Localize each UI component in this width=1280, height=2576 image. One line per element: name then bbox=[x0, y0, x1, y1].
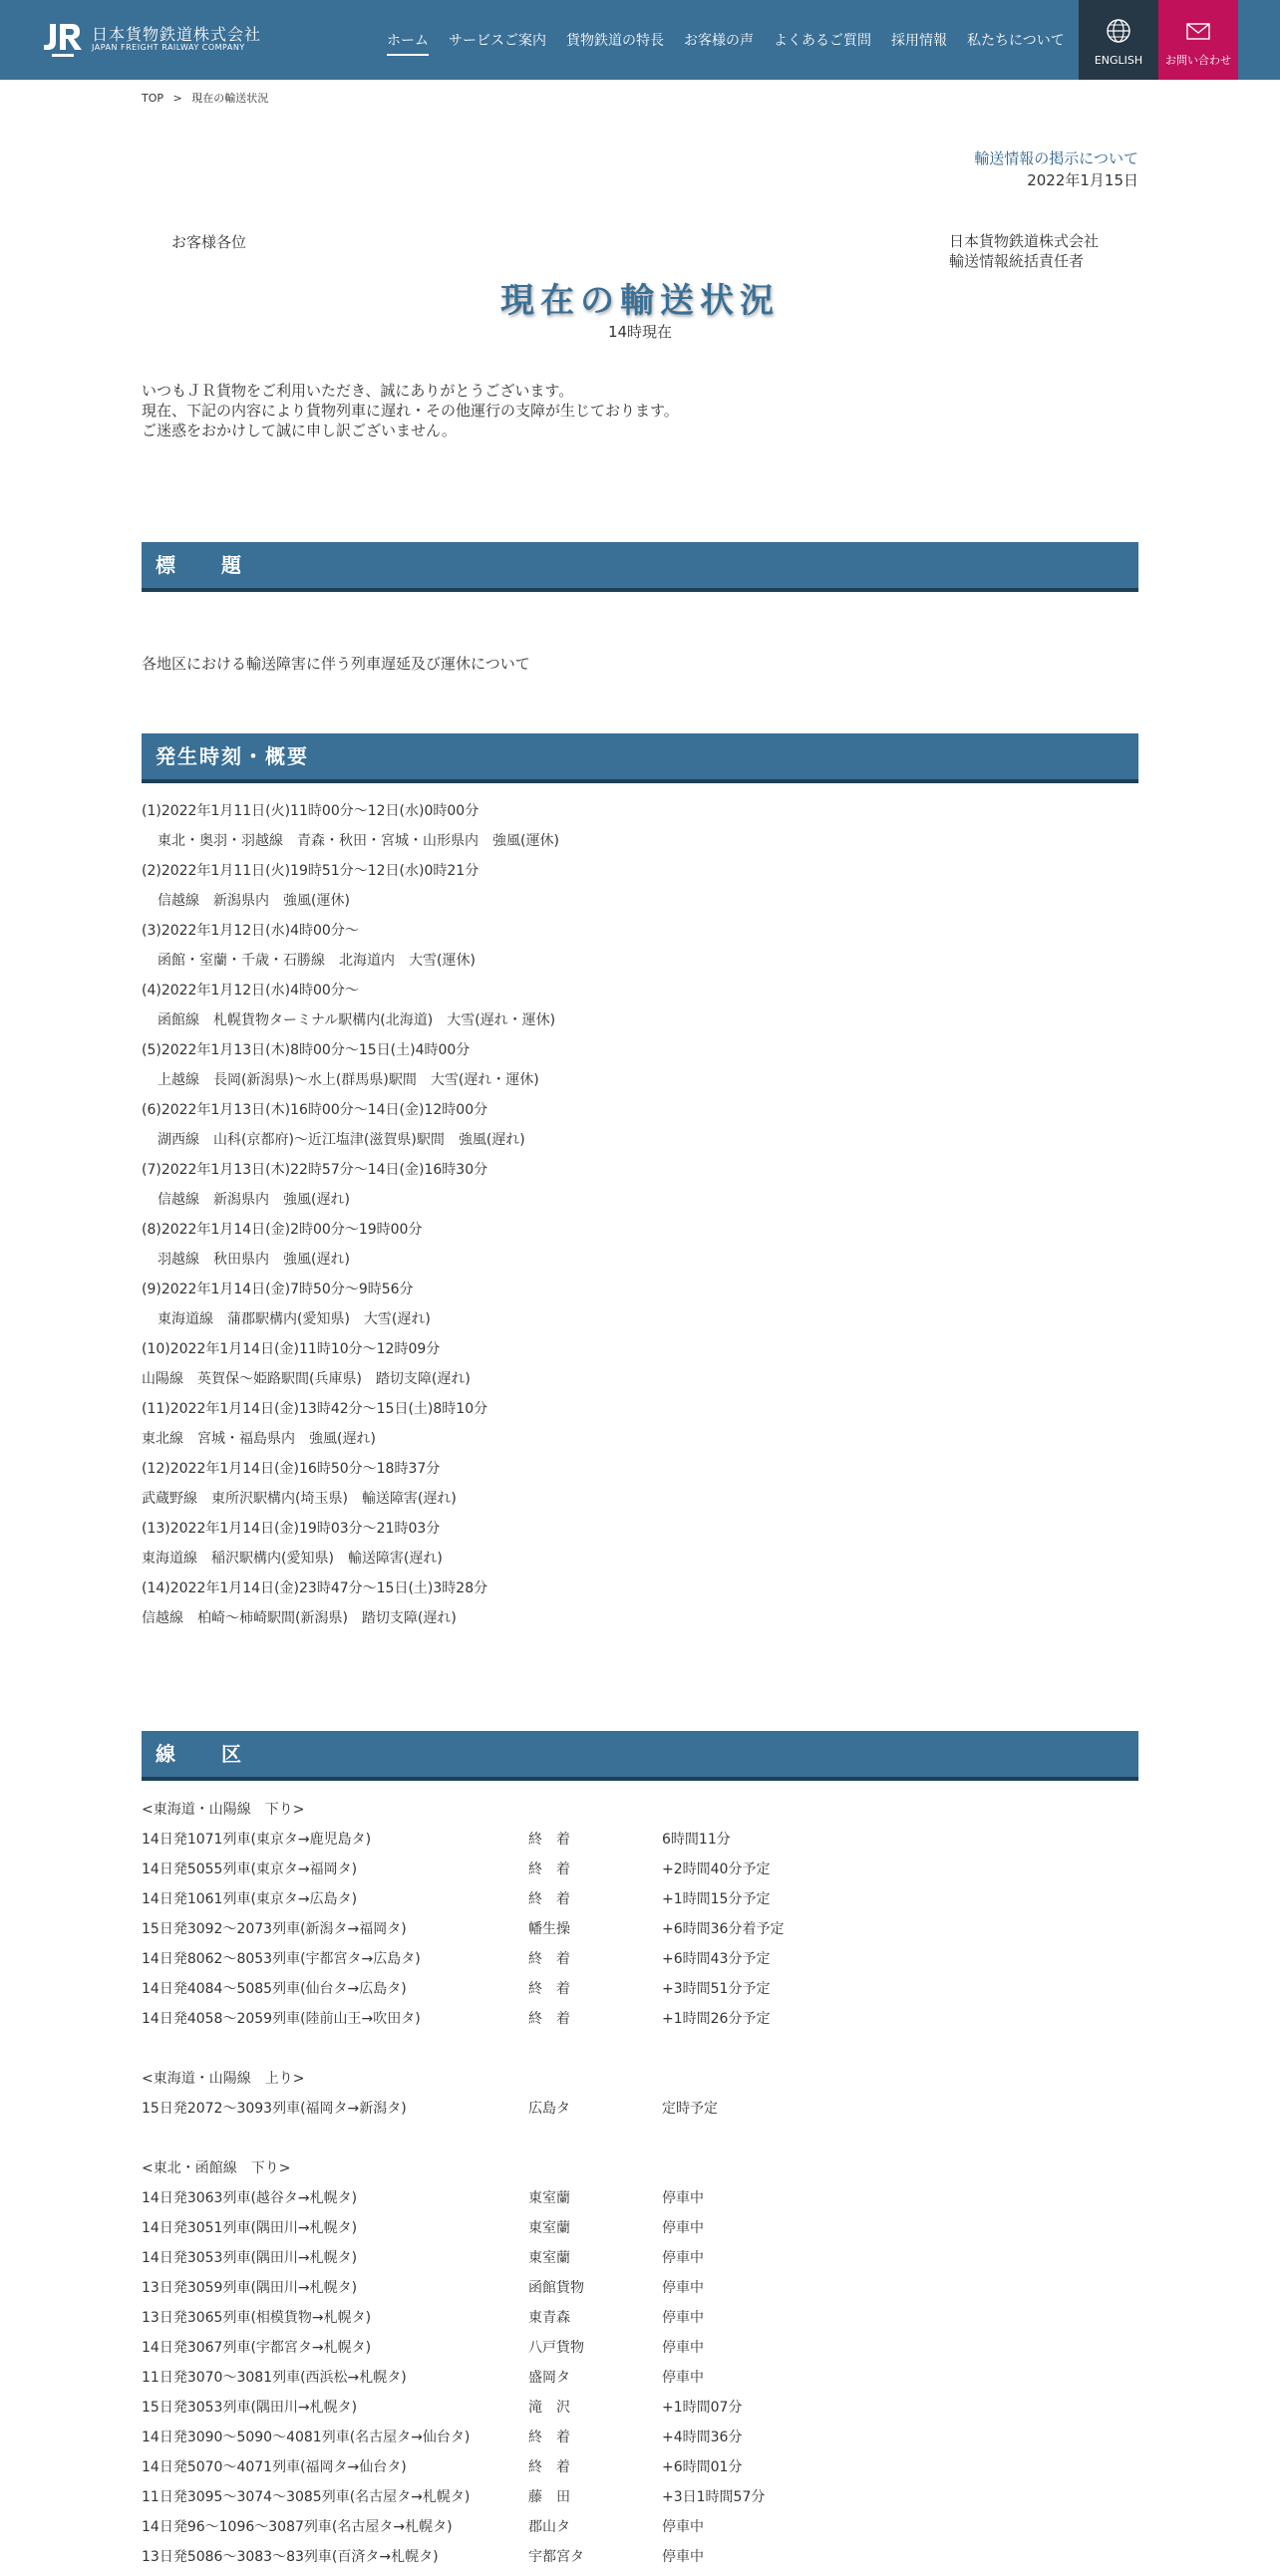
train-location: 終 着 bbox=[528, 1891, 570, 1907]
occurrence-detail: 函館・室蘭・千歳・石勝線 北海道内 大雪(運休) bbox=[158, 953, 476, 969]
company-logo[interactable] bbox=[40, 20, 262, 60]
occurrence-detail: 東海道線 蒲郡駅構内(愛知県) 大雪(遅れ) bbox=[158, 1311, 431, 1327]
occurrence-detail: 東北・奥羽・羽越線 青森・秋田・宮城・山形県内 強風(運休) bbox=[158, 833, 559, 849]
train-row bbox=[142, 1829, 1138, 1859]
train-row bbox=[142, 1888, 1138, 1918]
train-name: 14日発3067列車(宇都宮タ→札幌タ) bbox=[142, 2340, 372, 2356]
train-row bbox=[142, 2456, 1138, 2486]
train-location: 広島タ bbox=[528, 2101, 570, 2117]
train-status: 停車中 bbox=[662, 2549, 704, 2565]
train-name: 11日発3070～3081列車(西浜松→札幌タ) bbox=[142, 2370, 407, 2386]
train-status: +1時間15分予定 bbox=[662, 1891, 771, 1907]
train-location: 盛岡タ bbox=[528, 2370, 570, 2386]
occurrence-detail: 信越線 新潟県内 強風(遅れ) bbox=[158, 1192, 350, 1208]
group-spacer bbox=[142, 2128, 1138, 2157]
sender-role: 輸送情報統括責任者 bbox=[949, 252, 1085, 270]
contact-label: お問い合わせ bbox=[1165, 54, 1231, 67]
logo-english-text: JAPAN FREIGHT RAILWAY COMPANY bbox=[92, 43, 245, 52]
train-name: 11日発3095～3074～3085列車(名古屋タ→札幌タ) bbox=[142, 2489, 471, 2505]
breadcrumb-top-link[interactable]: TOP bbox=[142, 92, 164, 105]
train-location: 東室蘭 bbox=[528, 2190, 570, 2206]
train-row bbox=[142, 2427, 1138, 2456]
train-name: 14日発5070～4071列車(福岡タ→仙台タ) bbox=[142, 2459, 407, 2475]
train-row bbox=[142, 1918, 1138, 1948]
train-name: 15日発2072～3093列車(福岡タ→新潟タ) bbox=[142, 2101, 407, 2117]
sender-block bbox=[949, 231, 1099, 271]
nav-features[interactable]: 貨物鉄道の特長 bbox=[566, 33, 664, 49]
nav-home[interactable]: ホーム bbox=[387, 24, 429, 56]
train-location: 八戸貨物 bbox=[528, 2340, 584, 2356]
train-row bbox=[142, 2008, 1138, 2038]
nav-services[interactable]: サービスご案内 bbox=[449, 33, 546, 49]
page-title: 現在の輸送状況 bbox=[500, 281, 780, 321]
occurrence-detail: 羽越線 秋田県内 強風(遅れ) bbox=[158, 1252, 350, 1268]
train-name: 15日発3092～2073列車(新潟タ→福岡タ) bbox=[142, 1921, 407, 1937]
train-name: 14日発96～1096～3087列車(名古屋タ→札幌タ) bbox=[142, 2519, 453, 2535]
train-row bbox=[142, 2397, 1138, 2427]
line-group-title: <東海道・山陽線 上り> bbox=[142, 2071, 305, 2087]
train-status: +6時間01分 bbox=[662, 2459, 743, 2475]
train-name: 14日発4084～5085列車(仙台タ→広島タ) bbox=[142, 1981, 407, 1997]
english-button[interactable] bbox=[1079, 0, 1158, 80]
occurrence-time: (6)2022年1月13日(木)16時00分～14日(金)12時00分 bbox=[142, 1102, 488, 1118]
occurrence-time: (12)2022年1月14日(金)16時50分～18時37分 bbox=[142, 1461, 441, 1477]
occurrence-time: (7)2022年1月13日(木)22時57分～14日(金)16時30分 bbox=[142, 1162, 488, 1178]
train-name: 14日発3063列車(越谷タ→札幌タ) bbox=[142, 2190, 358, 2206]
train-name: 14日発5055列車(東京タ→福岡タ) bbox=[142, 1861, 358, 1877]
train-location: 郡山タ bbox=[528, 2519, 570, 2535]
main-nav bbox=[387, 0, 1085, 80]
train-location: 終 着 bbox=[528, 1832, 570, 1848]
train-location: 藤 田 bbox=[528, 2489, 570, 2505]
train-row bbox=[142, 2277, 1138, 2307]
train-row bbox=[142, 2367, 1138, 2397]
train-location: 函館貨物 bbox=[528, 2280, 584, 2296]
intro-line: いつもＪＲ貨物をご利用いただき、誠にありがとうございます。 bbox=[142, 382, 574, 400]
occurrence-time: 東海道線 稲沢駅構内(愛知県) 輸送障害(遅れ) bbox=[142, 1551, 443, 1567]
train-status: +4時間36分 bbox=[662, 2430, 743, 2445]
train-status: +6時間36分着予定 bbox=[662, 1921, 785, 1937]
train-row bbox=[142, 2486, 1138, 2516]
train-row bbox=[142, 1859, 1138, 1888]
breadcrumb-separator: > bbox=[172, 92, 182, 105]
train-location: 東室蘭 bbox=[528, 2220, 570, 2236]
train-name: 13日発5086～3083～83列車(百済タ→札幌タ) bbox=[142, 2549, 439, 2565]
occurrence-time: 武蔵野線 東所沢駅構内(埼玉県) 輸送障害(遅れ) bbox=[142, 1491, 457, 1507]
train-location: 滝 沢 bbox=[528, 2400, 570, 2416]
sender-company: 日本貨物鉄道株式会社 bbox=[949, 232, 1100, 250]
nav-customer-voices[interactable]: お客様の声 bbox=[684, 33, 754, 49]
train-status: +3時間51分予定 bbox=[662, 1981, 771, 1997]
train-name: 14日発3051列車(隅田川→札幌タ) bbox=[142, 2220, 358, 2236]
occurrence-time: (10)2022年1月14日(金)11時10分～12時09分 bbox=[142, 1341, 441, 1357]
breadcrumb-current: 現在の輸送状況 bbox=[191, 92, 269, 105]
occurrence-time: 信越線 柏崎～柿崎駅間(新潟県) 踏切支障(遅れ) bbox=[142, 1610, 457, 1626]
occurrence-detail: 湖西線 山科(京都府)～近江塩津(滋賀県)駅間 強風(遅れ) bbox=[158, 1132, 525, 1148]
addressee: お客様各位 bbox=[171, 233, 247, 251]
train-name: 14日発3090～5090～4081列車(名古屋タ→仙台タ) bbox=[142, 2430, 471, 2445]
line-status-list bbox=[142, 1799, 1138, 2576]
globe-icon bbox=[1106, 18, 1131, 44]
train-name: 14日発8062～8053列車(宇都宮タ→広島タ) bbox=[142, 1951, 421, 1967]
subject-text: 各地区における輸送障害に伴う列車遅延及び運休について bbox=[142, 655, 530, 673]
train-location: 幡生操 bbox=[528, 1921, 570, 1937]
train-status: 停車中 bbox=[662, 2340, 704, 2356]
train-location: 終 着 bbox=[528, 2430, 570, 2445]
train-status: 定時予定 bbox=[662, 2101, 718, 2117]
occurrence-time: (13)2022年1月14日(金)19時03分～21時03分 bbox=[142, 1521, 441, 1537]
group-spacer bbox=[142, 2038, 1138, 2068]
train-name: 15日発3053列車(隅田川→札幌タ) bbox=[142, 2400, 358, 2416]
page-subtitle: 14時現在 bbox=[607, 323, 673, 341]
nav-faq[interactable]: よくあるご質問 bbox=[774, 33, 871, 49]
line-group-title: <東北・函館線 下り> bbox=[142, 2160, 291, 2176]
occurrence-time: (2)2022年1月11日(火)19時51分～12日(水)0時21分 bbox=[142, 863, 480, 879]
train-location: 終 着 bbox=[528, 2459, 570, 2475]
train-location: 終 着 bbox=[528, 1861, 570, 1877]
train-status: 6時間11分 bbox=[662, 1832, 731, 1848]
occurrence-list bbox=[142, 800, 559, 1637]
train-location: 終 着 bbox=[528, 1981, 570, 1997]
train-location: 宇都宮タ bbox=[528, 2549, 584, 2565]
contact-button[interactable] bbox=[1158, 0, 1238, 80]
train-status: 停車中 bbox=[662, 2220, 704, 2236]
train-status: +3日1時間57分 bbox=[662, 2489, 766, 2505]
occurrence-time: 山陽線 英賀保～姫路駅間(兵庫県) 踏切支障(遅れ) bbox=[142, 1371, 471, 1387]
intro-line: ご迷惑をおかけして誠に申し訳ございません。 bbox=[142, 422, 457, 439]
logo-japanese-text: 日本貨物鉄道株式会社 bbox=[92, 25, 262, 44]
nav-recruit[interactable]: 採用情報 bbox=[891, 33, 947, 49]
site-header bbox=[0, 0, 1280, 80]
train-name: 14日発3053列車(隅田川→札幌タ) bbox=[142, 2250, 358, 2266]
occurrence-section-header: 発生時刻・概要 bbox=[142, 733, 1138, 783]
train-name: 14日発1071列車(東京タ→鹿児島タ) bbox=[142, 1832, 372, 1848]
occurrence-detail: 函館線 札幌貨物ターミナル駅構内(北海道) 大雪(遅れ・運休) bbox=[158, 1012, 556, 1028]
train-status: 停車中 bbox=[662, 2370, 704, 2386]
train-status: 停車中 bbox=[662, 2250, 704, 2266]
notice-date: 2022年1月15日 bbox=[1027, 171, 1138, 189]
train-row bbox=[142, 2187, 1138, 2217]
line-group-title: <東海道・山陽線 下り> bbox=[142, 1802, 305, 1818]
train-row bbox=[142, 2247, 1138, 2277]
english-label: ENGLISH bbox=[1094, 54, 1143, 67]
occurrence-time: (14)2022年1月14日(金)23時47分～15日(土)3時28分 bbox=[142, 1580, 488, 1596]
occurrence-detail: 信越線 新潟県内 強風(運休) bbox=[158, 893, 350, 909]
occurrence-time: 東北線 宮城・福島県内 強風(遅れ) bbox=[142, 1431, 376, 1447]
train-row bbox=[142, 2546, 1138, 2576]
occurrence-time: (5)2022年1月13日(木)8時00分～15日(土)4時00分 bbox=[142, 1042, 471, 1058]
lines-section-header: 線 区 bbox=[142, 1731, 1138, 1781]
train-row bbox=[142, 2098, 1138, 2128]
train-status: 停車中 bbox=[662, 2190, 704, 2206]
intro-text bbox=[142, 381, 679, 440]
train-status: +6時間43分予定 bbox=[662, 1951, 771, 1967]
breadcrumb bbox=[142, 90, 268, 106]
occurrence-time: (4)2022年1月12日(水)4時00分～ bbox=[142, 983, 359, 999]
occurrence-detail: 上越線 長岡(新潟県)～水上(群馬県)駅間 大雪(遅れ・運休) bbox=[158, 1072, 539, 1088]
train-row bbox=[142, 2217, 1138, 2247]
occurrence-time: (11)2022年1月14日(金)13時42分～15日(土)8時10分 bbox=[142, 1401, 488, 1417]
train-name: 14日発1061列車(東京タ→広島タ) bbox=[142, 1891, 358, 1907]
train-name: 14日発4058～2059列車(陸前山王→吹田タ) bbox=[142, 2011, 421, 2027]
subject-section-header: 標 題 bbox=[142, 542, 1138, 592]
occurrence-time: (3)2022年1月12日(水)4時00分～ bbox=[142, 923, 359, 939]
train-status: 停車中 bbox=[662, 2519, 704, 2535]
train-status: +1時間26分予定 bbox=[662, 2011, 771, 2027]
occurrence-time: (9)2022年1月14日(金)7時50分～9時56分 bbox=[142, 1282, 414, 1297]
jr-logo-icon bbox=[40, 20, 88, 60]
nav-about[interactable]: 私たちについて bbox=[967, 33, 1065, 49]
mail-icon bbox=[1185, 18, 1211, 44]
train-row bbox=[142, 1978, 1138, 2008]
train-row bbox=[142, 1948, 1138, 1978]
train-name: 13日発3065列車(相模貨物→札幌タ) bbox=[142, 2310, 372, 2326]
train-row bbox=[142, 2307, 1138, 2337]
train-location: 終 着 bbox=[528, 1951, 570, 1967]
intro-line: 現在、下記の内容により貨物列車に遅れ・その他運行の支障が生じております。 bbox=[142, 402, 679, 420]
train-location: 終 着 bbox=[528, 2011, 570, 2027]
train-location: 東青森 bbox=[528, 2310, 570, 2326]
train-location: 東室蘭 bbox=[528, 2250, 570, 2266]
train-status: 停車中 bbox=[662, 2280, 704, 2296]
occurrence-time: (1)2022年1月11日(火)11時00分～12日(水)0時00分 bbox=[142, 803, 480, 819]
train-status: +1時間07分 bbox=[662, 2400, 743, 2416]
occurrence-time: (8)2022年1月14日(金)2時00分～19時00分 bbox=[142, 1222, 423, 1238]
notice-info-link[interactable]: 輸送情報の掲示について bbox=[974, 149, 1138, 167]
train-row bbox=[142, 2516, 1138, 2546]
train-row bbox=[142, 2337, 1138, 2367]
train-status: 停車中 bbox=[662, 2310, 704, 2326]
train-name: 13日発3059列車(隅田川→札幌タ) bbox=[142, 2280, 358, 2296]
train-status: +2時間40分予定 bbox=[662, 1861, 771, 1877]
